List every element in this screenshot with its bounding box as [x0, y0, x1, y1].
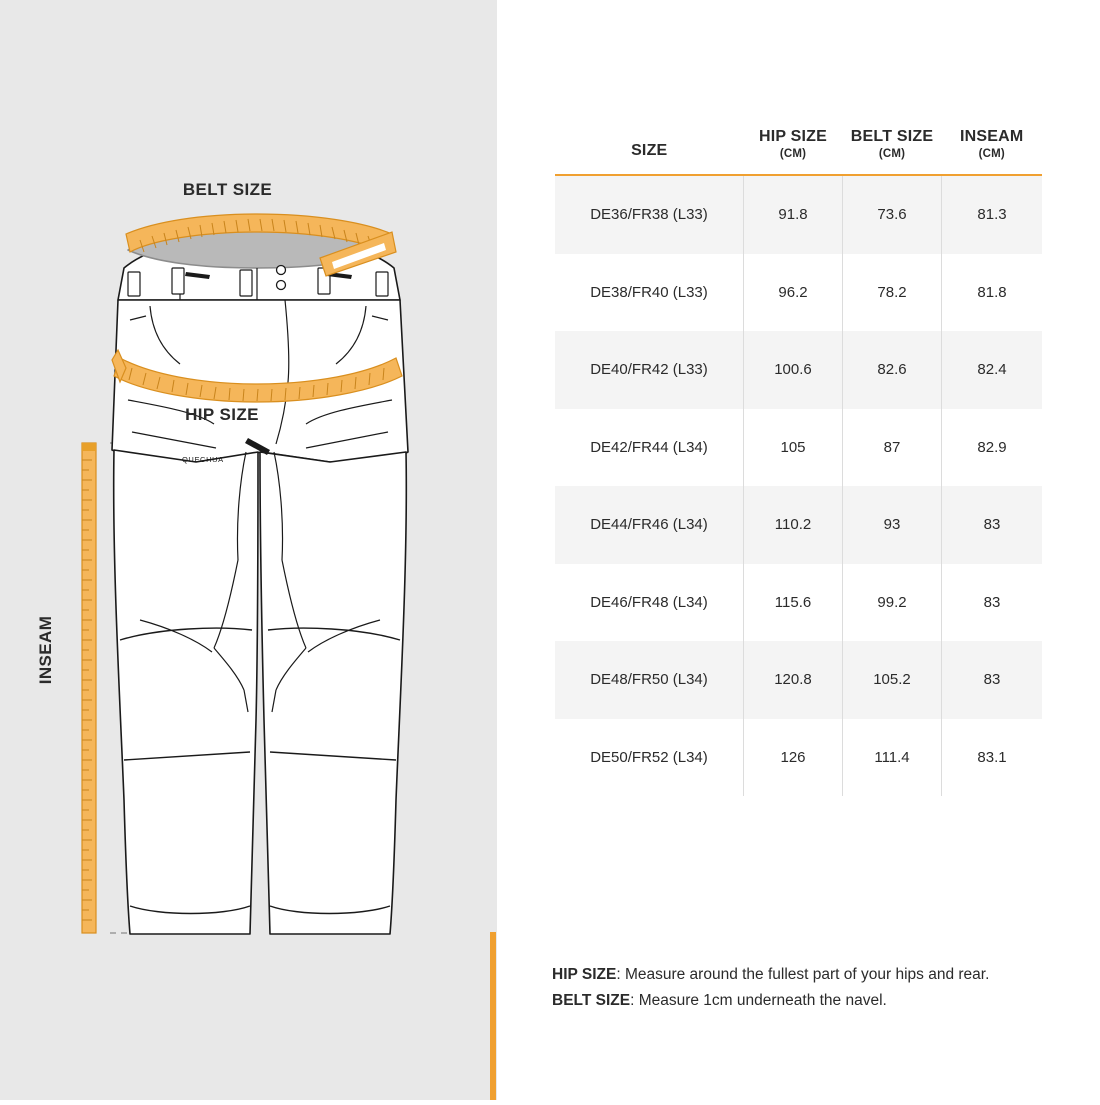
column-header-hip-text: HIP SIZE	[759, 128, 827, 145]
note-belt	[552, 988, 1082, 1014]
note-belt-text: : Measure 1cm underneath the navel.	[630, 992, 887, 1010]
table-header	[555, 128, 1042, 175]
cell-hip: 110.2	[744, 486, 843, 564]
cell-size: DE38/FR40 (L33)	[590, 283, 708, 301]
cell-size: DE44/FR46 (L34)	[555, 486, 744, 564]
column-header-hip-unit: (CM)	[779, 148, 807, 160]
cell-size: DE36/FR38 (L33)	[555, 175, 744, 254]
table-row	[555, 719, 1042, 797]
column-header-belt-text: BELT SIZE	[850, 128, 934, 145]
table-header-row	[555, 128, 1042, 175]
column-header-size-text: SIZE	[631, 142, 668, 159]
table-row	[555, 254, 1042, 332]
column-header-belt-unit: (CM)	[878, 148, 906, 160]
column-header-size	[555, 128, 744, 175]
cell-inseam: 81.3	[942, 175, 1043, 254]
cell-inseam: 82.4	[942, 331, 1043, 409]
accent-bar	[490, 932, 496, 1100]
cell-inseam: 83	[942, 564, 1043, 642]
size-table	[555, 128, 1042, 796]
cell-size: DE50/FR52 (L34)	[590, 748, 708, 766]
cell-belt: 82.6	[843, 331, 942, 409]
note-hip	[552, 962, 1082, 988]
table-row	[555, 409, 1042, 487]
cell-belt: 73.6	[843, 175, 942, 254]
cell-size: DE42/FR44 (L34)	[590, 438, 708, 456]
note-belt-label: BELT SIZE	[552, 992, 631, 1010]
column-header-belt	[843, 128, 942, 175]
inseam-label: INSEAM	[36, 615, 55, 685]
measurements-panel	[497, 0, 1100, 1100]
table-row	[555, 331, 1042, 409]
cell-inseam: 83	[942, 486, 1043, 564]
table-row	[555, 175, 1042, 254]
table-row	[555, 564, 1042, 642]
cell-inseam: 81.8	[942, 254, 1043, 332]
cell-belt: 111.4	[843, 719, 942, 797]
table-row	[555, 486, 1042, 564]
cell-hip: 105	[744, 409, 843, 487]
cell-size: DE46/FR48 (L34)	[590, 593, 708, 611]
cell-hip: 91.8	[744, 175, 843, 254]
column-header-inseam-unit: (CM)	[978, 148, 1005, 160]
trousers-svg	[0, 0, 497, 1100]
cell-belt: 99.2	[843, 564, 942, 642]
table-row	[555, 641, 1042, 719]
illustration-panel	[0, 0, 497, 1100]
cell-belt: 87	[843, 409, 942, 487]
cell-inseam: 82.9	[942, 409, 1043, 487]
column-header-hip	[744, 128, 843, 175]
cell-hip: 126	[744, 719, 843, 797]
cell-size: DE40/FR42 (L33)	[555, 331, 744, 409]
note-hip-label: HIP SIZE	[552, 966, 617, 983]
cell-belt: 78.2	[843, 254, 942, 332]
cell-inseam: 83	[942, 641, 1043, 719]
cell-hip: 120.8	[744, 641, 843, 719]
hip-size-label: HIP SIZE	[185, 405, 259, 424]
table-body	[555, 175, 1042, 796]
cell-belt: 93	[843, 486, 942, 564]
cell-belt: 105.2	[843, 641, 942, 719]
belt-size-label: BELT SIZE	[182, 180, 273, 199]
cell-inseam: 83.1	[942, 719, 1043, 797]
cell-size: DE48/FR50 (L34)	[555, 641, 744, 719]
cell-hip: 100.6	[744, 331, 843, 409]
note-hip-text: : Measure around the fullest part of your hips and rear.	[616, 966, 990, 983]
trousers-diagram	[0, 0, 497, 1100]
column-header-inseam-text: INSEAM	[960, 128, 1024, 145]
column-header-inseam	[942, 128, 1043, 175]
brand-label: QUECHUA	[182, 455, 224, 464]
cell-hip: 115.6	[744, 564, 843, 642]
cell-hip: 96.2	[744, 254, 843, 332]
measurement-notes	[552, 962, 1082, 1014]
